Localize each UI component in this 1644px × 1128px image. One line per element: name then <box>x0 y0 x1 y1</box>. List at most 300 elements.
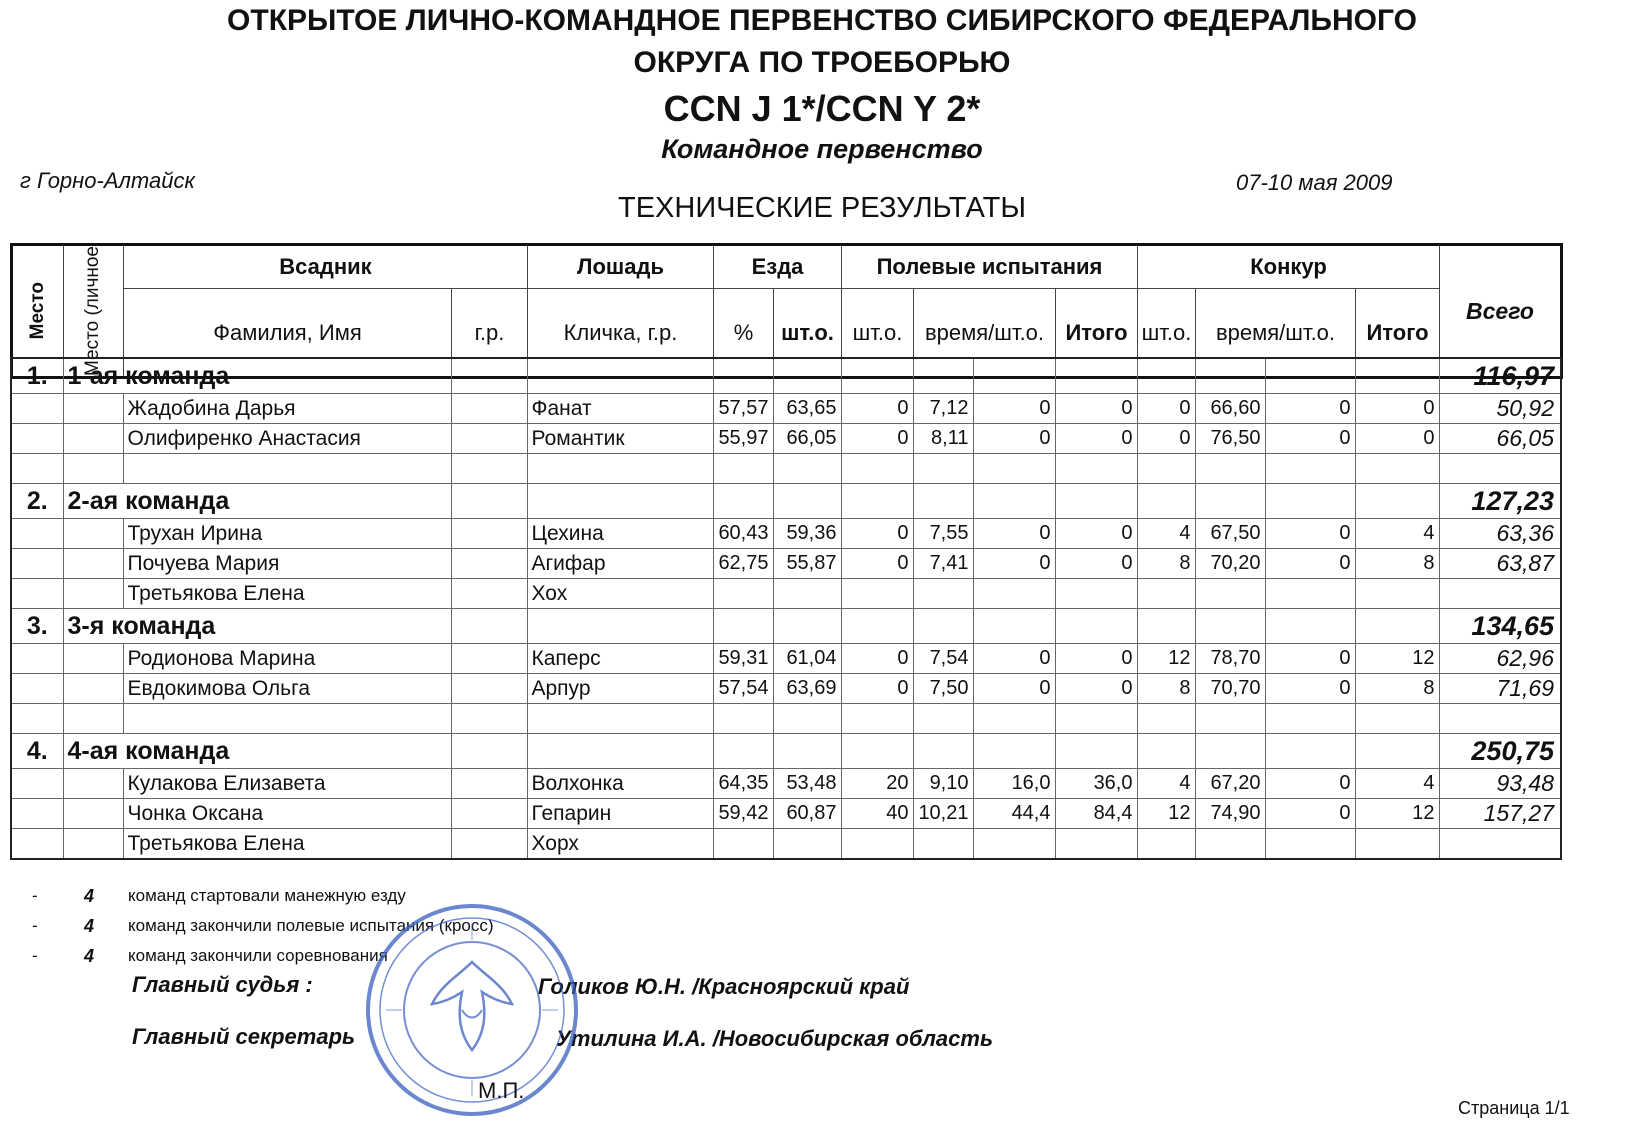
team-row <box>11 358 1561 394</box>
empty-cell <box>1355 704 1439 734</box>
empty-cell <box>913 358 973 394</box>
jump-time-penalty: 0 <box>1265 424 1355 454</box>
dressage-pct: 62,75 <box>713 549 773 579</box>
jump-time-penalty: 0 <box>1265 519 1355 549</box>
rider-total: 63,87 <box>1439 549 1561 579</box>
field-penalty: 0 <box>841 394 913 424</box>
empty-cell <box>1355 484 1439 519</box>
field-time: 9,10 <box>913 769 973 799</box>
empty-cell <box>1055 734 1137 769</box>
empty-cell <box>1439 704 1561 734</box>
team-total: 116,97 <box>1439 358 1561 394</box>
dressage-pct: 55,97 <box>713 424 773 454</box>
field-total <box>1055 829 1137 860</box>
empty-cell <box>973 484 1055 519</box>
jump-time: 74,90 <box>1195 799 1265 829</box>
dressage-pct: 59,42 <box>713 799 773 829</box>
jump-time-penalty: 0 <box>1265 674 1355 704</box>
horse-name: Гепарин <box>527 799 713 829</box>
header-field: Полевые испытания <box>842 245 1138 289</box>
jump-time-penalty: 0 <box>1265 644 1355 674</box>
note-dash: - <box>32 886 38 905</box>
rider-row <box>11 519 1561 549</box>
jump-total: 0 <box>1355 394 1439 424</box>
empty-cell <box>1265 734 1355 769</box>
field-time <box>913 829 973 860</box>
field-penalty: 40 <box>841 799 913 829</box>
rider-total: 50,92 <box>1439 394 1561 424</box>
empty-cell <box>63 579 123 609</box>
field-total: 0 <box>1055 549 1137 579</box>
team-place: 3. <box>11 609 63 644</box>
empty-cell <box>11 644 63 674</box>
empty-cell <box>1195 734 1265 769</box>
jump-time: 67,20 <box>1195 769 1265 799</box>
rider-birth <box>451 644 527 674</box>
jump-time <box>1195 579 1265 609</box>
empty-cell <box>773 734 841 769</box>
jump-penalty: 4 <box>1137 519 1195 549</box>
empty-cell <box>11 704 63 734</box>
team-place: 2. <box>11 484 63 519</box>
empty-cell <box>713 734 773 769</box>
team-total: 127,23 <box>1439 484 1561 519</box>
empty-cell <box>773 484 841 519</box>
jump-penalty <box>1137 579 1195 609</box>
field-time-penalty <box>973 579 1055 609</box>
empty-cell <box>1195 358 1265 394</box>
jump-time <box>1195 829 1265 860</box>
jump-total: 12 <box>1355 644 1439 674</box>
dressage-pct: 57,54 <box>713 674 773 704</box>
empty-cell <box>11 579 63 609</box>
header-jump-total: Итого <box>1356 289 1440 378</box>
empty-cell <box>913 704 973 734</box>
team-name: 1-ая команда <box>63 358 451 394</box>
empty-cell <box>63 644 123 674</box>
field-time: 7,55 <box>913 519 973 549</box>
jump-penalty <box>1137 829 1195 860</box>
empty-cell <box>713 704 773 734</box>
dressage-penalty: 63,65 <box>773 394 841 424</box>
empty-cell <box>11 424 63 454</box>
empty-cell <box>1195 704 1265 734</box>
header-total: Всего <box>1440 245 1562 378</box>
empty-cell <box>63 519 123 549</box>
empty-cell <box>1137 484 1195 519</box>
team-row <box>11 734 1561 769</box>
rider-name: Евдокимова Ольга <box>123 674 451 704</box>
note-text: команд закончили полевые испытания (кросс) <box>128 916 494 935</box>
empty-cell <box>527 704 713 734</box>
header-field-total: Итого <box>1056 289 1138 378</box>
empty-cell <box>527 484 713 519</box>
empty-cell <box>841 454 913 484</box>
empty-cell <box>1355 358 1439 394</box>
empty-cell <box>713 358 773 394</box>
rider-name: Кулакова Елизавета <box>123 769 451 799</box>
jump-time: 76,50 <box>1195 424 1265 454</box>
field-penalty: 0 <box>841 644 913 674</box>
jump-time-penalty <box>1265 579 1355 609</box>
empty-cell <box>123 704 451 734</box>
empty-cell <box>1265 704 1355 734</box>
empty-cell <box>63 549 123 579</box>
team-place: 4. <box>11 734 63 769</box>
empty-cell <box>11 769 63 799</box>
rider-total: 63,36 <box>1439 519 1561 549</box>
official-stamp <box>362 900 582 1120</box>
header-rider: Всадник <box>124 245 528 289</box>
field-time: 7,54 <box>913 644 973 674</box>
field-time-penalty: 0 <box>973 424 1055 454</box>
jump-total <box>1355 829 1439 860</box>
horse-name: Фанат <box>527 394 713 424</box>
rider-birth <box>451 424 527 454</box>
empty-cell <box>527 609 713 644</box>
empty-cell <box>11 394 63 424</box>
empty-cell <box>973 704 1055 734</box>
jump-total: 8 <box>1355 674 1439 704</box>
empty-cell <box>1195 484 1265 519</box>
rider-birth <box>451 829 527 860</box>
rider-row <box>11 644 1561 674</box>
empty-cell <box>973 358 1055 394</box>
field-time-penalty: 16,0 <box>973 769 1055 799</box>
jump-penalty: 0 <box>1137 424 1195 454</box>
header-jump-time: время/шт.о. <box>1196 289 1356 378</box>
empty-cell <box>1265 484 1355 519</box>
empty-cell <box>1137 704 1195 734</box>
horse-name: Волхонка <box>527 769 713 799</box>
horse-name: Агифар <box>527 549 713 579</box>
field-total: 36,0 <box>1055 769 1137 799</box>
field-penalty <box>841 829 913 860</box>
rider-total: 62,96 <box>1439 644 1561 674</box>
jump-total: 4 <box>1355 769 1439 799</box>
empty-cell <box>11 519 63 549</box>
jump-total: 0 <box>1355 424 1439 454</box>
empty-cell <box>63 394 123 424</box>
horse-name: Цехина <box>527 519 713 549</box>
empty-cell <box>913 734 973 769</box>
jump-time-penalty: 0 <box>1265 549 1355 579</box>
empty-cell <box>1265 609 1355 644</box>
jump-time: 66,60 <box>1195 394 1265 424</box>
header-jump-pen: шт.о. <box>1138 289 1196 378</box>
jump-penalty: 12 <box>1137 799 1195 829</box>
rider-row <box>11 829 1561 860</box>
empty-cell <box>1055 704 1137 734</box>
field-time-penalty: 44,4 <box>973 799 1055 829</box>
header-dressage: Езда <box>714 245 842 289</box>
empty-cell <box>913 454 973 484</box>
team-name: 4-ая команда <box>63 734 451 769</box>
field-time-penalty <box>973 829 1055 860</box>
empty-cell <box>11 799 63 829</box>
empty-cell <box>1055 358 1137 394</box>
field-penalty: 0 <box>841 519 913 549</box>
rider-name: Чонка Оксана <box>123 799 451 829</box>
field-penalty: 20 <box>841 769 913 799</box>
dressage-penalty: 53,48 <box>773 769 841 799</box>
empty-cell <box>1355 734 1439 769</box>
rider-total: 71,69 <box>1439 674 1561 704</box>
subtitle: Командное первенство <box>661 134 983 164</box>
jump-penalty: 12 <box>1137 644 1195 674</box>
event-date: 07-10 мая 2009 <box>1236 170 1393 195</box>
field-time: 10,21 <box>913 799 973 829</box>
empty-cell <box>1137 454 1195 484</box>
field-total: 0 <box>1055 519 1137 549</box>
rider-name: Жадобина Дарья <box>123 394 451 424</box>
jump-total <box>1355 579 1439 609</box>
empty-cell <box>913 484 973 519</box>
field-penalty: 0 <box>841 424 913 454</box>
header-horse-group: Лошадь <box>528 245 714 289</box>
empty-cell <box>1055 454 1137 484</box>
rider-total <box>1439 579 1561 609</box>
header-name: Фамилия, Имя <box>124 289 452 378</box>
team-name: 2-ая команда <box>63 484 451 519</box>
empty-cell <box>973 454 1055 484</box>
header-place: Место <box>12 245 64 378</box>
team-name: 3-я команда <box>63 609 451 644</box>
rider-name: Третьякова Елена <box>123 579 451 609</box>
field-time: 7,50 <box>913 674 973 704</box>
rider-birth <box>451 579 527 609</box>
empty-cell <box>841 734 913 769</box>
rider-name: Третьякова Елена <box>123 829 451 860</box>
jump-time-penalty: 0 <box>1265 769 1355 799</box>
empty-cell <box>11 674 63 704</box>
header-pct: % <box>714 289 774 378</box>
field-time-penalty: 0 <box>973 519 1055 549</box>
rider-total <box>1439 829 1561 860</box>
empty-cell <box>1195 454 1265 484</box>
field-time-penalty: 0 <box>973 674 1055 704</box>
empty-cell <box>841 358 913 394</box>
field-time: 7,41 <box>913 549 973 579</box>
team-place: 1. <box>11 358 63 394</box>
header-jump: Конкур <box>1138 245 1440 289</box>
empty-cell <box>11 549 63 579</box>
rider-row <box>11 549 1561 579</box>
team-row <box>11 484 1561 519</box>
empty-cell <box>1195 609 1265 644</box>
horse-name: Арпур <box>527 674 713 704</box>
dressage-penalty <box>773 829 841 860</box>
note-dash: - <box>32 916 38 935</box>
dressage-pct: 57,57 <box>713 394 773 424</box>
field-time: 8,11 <box>913 424 973 454</box>
rider-total: 157,27 <box>1439 799 1561 829</box>
rider-name: Олифиренко Анастасия <box>123 424 451 454</box>
jump-time-penalty: 0 <box>1265 799 1355 829</box>
empty-cell <box>63 424 123 454</box>
judge-name: Голиков Ю.Н. /Красноярский край <box>538 974 910 999</box>
empty-cell <box>1265 358 1355 394</box>
note-count: 4 <box>84 886 95 906</box>
field-total: 0 <box>1055 424 1137 454</box>
rider-row <box>11 579 1561 609</box>
field-time-penalty: 0 <box>973 549 1055 579</box>
field-total: 0 <box>1055 674 1137 704</box>
header-horse: Кличка, г.р. <box>528 289 714 378</box>
rider-row <box>11 799 1561 829</box>
dressage-penalty: 55,87 <box>773 549 841 579</box>
judge-label: Главный судья : <box>132 972 313 997</box>
jump-penalty: 8 <box>1137 674 1195 704</box>
dressage-penalty <box>773 579 841 609</box>
spacer-row <box>11 454 1561 484</box>
field-penalty: 0 <box>841 674 913 704</box>
header-field-time: время/шт.о. <box>914 289 1056 378</box>
dressage-pct: 64,35 <box>713 769 773 799</box>
horse-name: Романтик <box>527 424 713 454</box>
field-total <box>1055 579 1137 609</box>
rider-birth <box>451 549 527 579</box>
empty-cell <box>1265 454 1355 484</box>
empty-cell <box>913 609 973 644</box>
field-total: 0 <box>1055 394 1137 424</box>
empty-cell <box>63 454 123 484</box>
rider-birth <box>451 799 527 829</box>
empty-cell <box>1439 454 1561 484</box>
jump-penalty: 4 <box>1137 769 1195 799</box>
empty-cell <box>63 674 123 704</box>
jump-total: 4 <box>1355 519 1439 549</box>
jump-time: 70,20 <box>1195 549 1265 579</box>
field-penalty <box>841 579 913 609</box>
horse-name: Хох <box>527 579 713 609</box>
title-line-1: ОТКРЫТОЕ ЛИЧНО-КОМАНДНОЕ ПЕРВЕНСТВО СИБИРСКОГО ФЕДЕРАЛЬНОГО <box>227 4 1417 37</box>
empty-cell <box>451 704 527 734</box>
empty-cell <box>451 358 527 394</box>
page-number: Страница 1/1 <box>1458 1098 1570 1118</box>
jump-total: 12 <box>1355 799 1439 829</box>
field-time <box>913 579 973 609</box>
jump-penalty: 8 <box>1137 549 1195 579</box>
empty-cell <box>713 484 773 519</box>
field-time-penalty: 0 <box>973 644 1055 674</box>
empty-cell <box>1137 358 1195 394</box>
rider-row <box>11 674 1561 704</box>
empty-cell <box>1137 734 1195 769</box>
results-table <box>10 357 1562 860</box>
empty-cell <box>123 454 451 484</box>
empty-cell <box>1355 454 1439 484</box>
empty-cell <box>63 799 123 829</box>
empty-cell <box>1355 609 1439 644</box>
note-text: команд закончили соревнования <box>128 946 388 965</box>
field-time-penalty: 0 <box>973 394 1055 424</box>
horse-name: Хорх <box>527 829 713 860</box>
empty-cell <box>1055 609 1137 644</box>
empty-cell <box>713 454 773 484</box>
rider-row <box>11 769 1561 799</box>
field-time: 7,12 <box>913 394 973 424</box>
section-title: ТЕХНИЧЕСКИЕ РЕЗУЛЬТАТЫ <box>617 192 1026 224</box>
empty-cell <box>1137 609 1195 644</box>
team-total: 250,75 <box>1439 734 1561 769</box>
jump-total: 8 <box>1355 549 1439 579</box>
spacer-row <box>11 704 1561 734</box>
rider-birth <box>451 769 527 799</box>
rider-total: 66,05 <box>1439 424 1561 454</box>
empty-cell <box>773 358 841 394</box>
empty-cell <box>973 734 1055 769</box>
team-total: 134,65 <box>1439 609 1561 644</box>
jump-time: 78,70 <box>1195 644 1265 674</box>
dressage-penalty: 63,69 <box>773 674 841 704</box>
empty-cell <box>451 484 527 519</box>
note-text: команд стартовали манежную езду <box>128 886 406 905</box>
empty-cell <box>841 609 913 644</box>
secretary-name: Утилина И.А. /Новосибирская область <box>556 1026 994 1051</box>
dressage-penalty: 61,04 <box>773 644 841 674</box>
empty-cell <box>527 734 713 769</box>
empty-cell <box>527 454 713 484</box>
note-count: 4 <box>84 946 95 966</box>
jump-time: 67,50 <box>1195 519 1265 549</box>
team-row <box>11 609 1561 644</box>
empty-cell <box>527 358 713 394</box>
rider-total: 93,48 <box>1439 769 1561 799</box>
empty-cell <box>451 609 527 644</box>
empty-cell <box>973 609 1055 644</box>
secretary-label: Главный секретарь <box>132 1024 356 1049</box>
empty-cell <box>841 704 913 734</box>
header-place-personal: Место (личное <box>64 245 124 378</box>
dressage-pct <box>713 829 773 860</box>
empty-cell <box>773 609 841 644</box>
rider-row <box>11 394 1561 424</box>
city: г Горно-Алтайск <box>20 168 195 193</box>
empty-cell <box>773 704 841 734</box>
competition-code: CCN J 1*/CCN Y 2* <box>663 88 981 129</box>
stamp-mark: М.П. <box>478 1078 525 1103</box>
empty-cell <box>451 734 527 769</box>
dressage-penalty: 60,87 <box>773 799 841 829</box>
field-total: 0 <box>1055 644 1137 674</box>
dressage-penalty: 59,36 <box>773 519 841 549</box>
header-penalty: шт.о. <box>774 289 842 378</box>
empty-cell <box>841 484 913 519</box>
note-dash: - <box>32 946 38 965</box>
title-line-2: ОКРУГА ПО ТРОЕБОРЬЮ <box>633 46 1011 79</box>
empty-cell <box>1055 484 1137 519</box>
empty-cell <box>63 704 123 734</box>
rider-name: Родионова Марина <box>123 644 451 674</box>
horse-name: Каперс <box>527 644 713 674</box>
empty-cell <box>11 454 63 484</box>
note-count: 4 <box>84 916 95 936</box>
jump-time: 70,70 <box>1195 674 1265 704</box>
rider-name: Трухан Ирина <box>123 519 451 549</box>
jump-time-penalty: 0 <box>1265 394 1355 424</box>
header-birth: г.р. <box>452 289 528 378</box>
dressage-penalty: 66,05 <box>773 424 841 454</box>
rider-row <box>11 424 1561 454</box>
empty-cell <box>451 454 527 484</box>
dressage-pct <box>713 579 773 609</box>
rider-name: Почуева Мария <box>123 549 451 579</box>
rider-birth <box>451 394 527 424</box>
rider-birth <box>451 674 527 704</box>
dressage-pct: 59,31 <box>713 644 773 674</box>
empty-cell <box>773 454 841 484</box>
